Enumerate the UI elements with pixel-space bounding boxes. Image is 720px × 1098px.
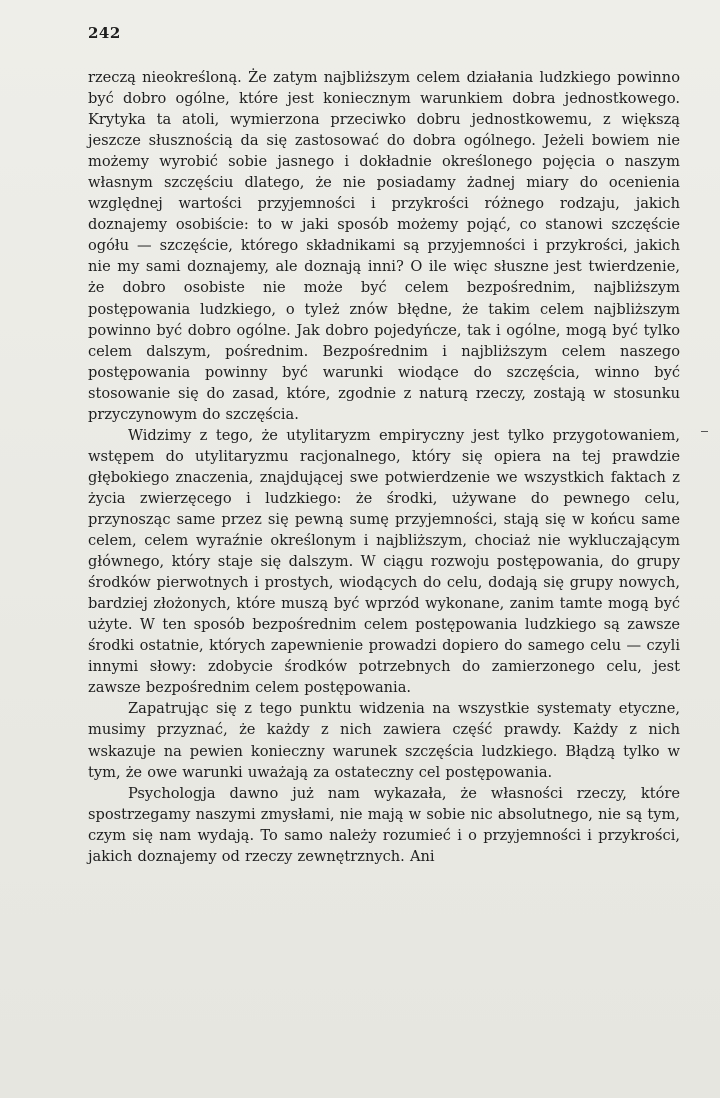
paragraph-2: Widzimy z tego, że utylitaryzm empiryczny jest tylko przygotowaniem, wstępem do utylitaryzmu racjonalnego, który się opiera na tej prawdzie głębokiego znaczenia, znajdującej swe potwierdzenie we wszystkich faktach z życia zwierzęcego i ludzkiego: że środki, używane do pewnego celu, przynosząc same przez się pewną sumę przyjemności, stają się w końcu same celem, celem wyraźnie określonym i najbliższym, chociaż nie wykluczającym głównego, który staje się dalszym. W ciągu rozwoju postępowania, do grupy środków pierwotnych i prostych, wiodących do celu, dodają się grupy nowych, bardziej złożonych, które muszą być wprzód wykonane, zanim tamte mogą być użyte. W ten sposób bezpośrednim celem postępowania ludzkiego są zawsze środki ostatnie, których zapewnienie prowadzi dopiero do samego celu — czyli innymi słowy: zdobycie środków potrzebnych do zamierzonego celu, jest zawsze bezpośrednim celem postępowania. [88, 426, 680, 697]
paragraph-1: rzeczą nieokreśloną. Że zatym najbliższym celem działania ludzkiego powinno być dobro ogólne, które jest koniecznym warunkiem dobra jednostkowego. Krytyka ta atoli, wymierzona przeciwko dobru jednostkowemu, z większą jeszcze słusznością da się zastosować do dobra ogólnego. Jeżeli bowiem nie możemy wyrobić sobie jasnego i dokładnie określonego pojęcia o naszym własnym szczęściu dlatego, że nie posiadamy żadnej miary do ocenienia względnej wartości przyjemności i przykrości różnego rodzaju, jakich doznajemy osobiście: to w jaki sposób możemy pojąć, co stanowi szczęście ogółu — szczęście, którego składnikami są przyjemności i przykrości, jakich nie my sami doznajemy, ale doznają inni? O ile więc słuszne jest twierdzenie, że dobro osobiste nie może być celem bezpośrednim, najbliższym postępowania ludzkiego, o tyleż znów błędne, że takim celem najbliższym powinno być dobro ogólne. Jak dobro pojedyńcze, tak i ogólne, mogą być tylko celem dalszym, pośrednim. Bezpośrednim i najbliższym celem naszego postępowania powinny być warunki wiodące do szczęścia, winno być stosowanie się do zasad, które, zgodnie z naturą rzeczy, zostają w stosunku przyczynowym do szczęścia. [88, 69, 680, 423]
body-text [88, 67, 680, 867]
page-number: 242 [88, 24, 121, 42]
paragraph-4: Psychologja dawno już nam wykazała, że własności rzeczy, które spostrzegamy naszymi zmysłami, nie mają w sobie nic absolutnego, nie są tym, czym się nam wydają. To samo należy rozumieć i o przyjemności i przykrości, jakich doznajemy od rzeczy zewnętrznych. Ani [88, 784, 680, 865]
paragraph-3: Zapatrując się z tego punktu widzenia na wszystkie systematy etyczne, musimy przyznać, że każdy z nich zawiera część prawdy. Każdy z nich wskazuje na pewien konieczny warunek szczęścia ludzkiego. Błądzą tylko w tym, że owe warunki uważają za ostateczny cel postępowania. [88, 700, 680, 781]
margin-mark [701, 431, 708, 432]
